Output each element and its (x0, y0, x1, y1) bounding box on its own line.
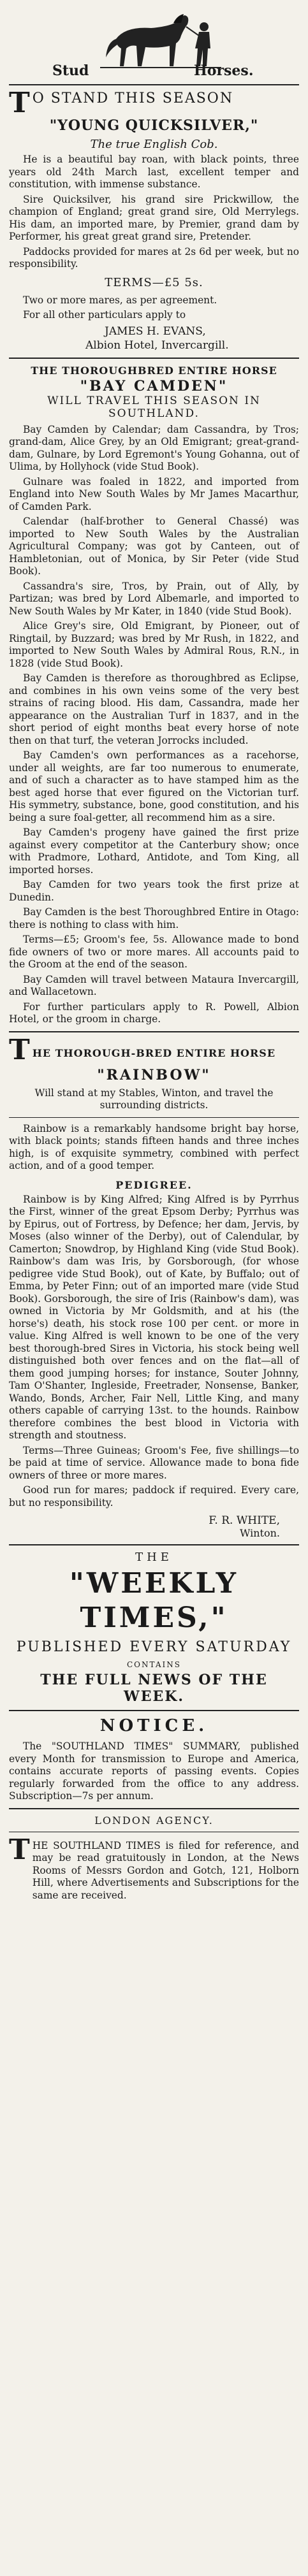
notice-advert (9, 1716, 299, 1803)
headline-dropcap: T (9, 87, 30, 119)
divider (9, 1031, 299, 1032)
divider (9, 1117, 299, 1118)
london-agency-body (9, 1833, 299, 1905)
full-news-line: THE FULL NEWS OF THE WEEK. (40, 1672, 268, 1705)
paragraph: Gulnare was foaled in 1822, and imported from England into New South Wales by Mr James Macarthur, of Camden Park. (9, 475, 299, 512)
quicksilver-headline (9, 87, 299, 119)
paragraph: Paddocks provided for mares at 2s 6d per week, but no responsibility. (9, 245, 299, 270)
contact-name: JAMES H. EVANS, (105, 324, 206, 338)
contains-label: CONTAINS (127, 1660, 181, 1669)
paragraph: Terms—£5; Groom's fee, 5s. Allowance made to bond fide owners of two or more mares. All accounts paid to the Groom at the end of the season. (9, 934, 299, 970)
paragraph: Bay Camden for two years took the first prize at Dunedin. (9, 879, 299, 903)
stand-line: Will stand at my Stables, Winton, and travel the surrounding districts. (34, 1087, 274, 1111)
paragraph: He is a beautiful bay roan, with black points, three years old 24th March last, excellent temper and constitution, with immense substance. (9, 154, 299, 190)
contact-address: Albion Hotel, Invercargill. (85, 338, 229, 352)
london-agency-advert (9, 1814, 299, 1905)
headline-text: O STAND THIS SEASON (32, 90, 234, 106)
paragraph: Bay Camden's progeny have gained the first prize against every competitor at the Canterbury show; once with Pradmore, Lothard, Antidote, and Tom King, all imported horses. (9, 827, 299, 876)
paragraph: Alice Grey's sire, Old Emigrant, by Pioneer, out of Ringtail, by Buzzard; was bred by Mr Rush, in 1822, and imported to New South Wales by Admiral Rous, R.N., in 1828 (vide Stud Book). (9, 620, 299, 669)
notice-heading: NOTICE. (99, 1716, 209, 1735)
london-agency-text: HE SOUTHLAND TIMES is filed for reference, and may be read gratuitously in London, at the News Rooms of Messrs Gordon and Gotch, 121, Holborn Hill, where Advertisements and Subscriptions for the same are received. (32, 1839, 299, 1901)
rainbow-advert (9, 1033, 299, 1540)
bay-camden-advert (9, 364, 299, 1026)
horse-name: "RAINBOW" (97, 1066, 211, 1083)
travel-place: SOUTHLAND. (108, 407, 200, 420)
paragraph: Cassandra's sire, Tros, by Prain, out of Ally, by Partizan; was bred by Lord Albemarle, and imported to New South Wales by Mr Kater, in 1840 (vide Stud Book). (9, 580, 299, 617)
paragraph: Terms—Three Guineas; Groom's Fee, five shillings—to be paid at time of service. Allowance made to bona fide owners of three or more mares. (9, 1444, 299, 1481)
terms: TERMS—£5 5s. (105, 275, 203, 289)
divider (9, 84, 299, 85)
weekly-times-title: "WEEKLY TIMES," (69, 1567, 239, 1634)
paragraph: Sire Quicksilver, his grand sire Prickwillow, the champion of England; great grand sire, Old Merrylegs. His dam, an imported mare, by Premier, grand dam by Performer, his great great grand sire, Pretender. (9, 193, 299, 242)
london-agency-heading: LONDON AGENCY. (94, 1814, 214, 1827)
horse-name: "BAY CAMDEN" (80, 377, 228, 394)
signature: F. R. WHITE, (209, 1514, 280, 1527)
paragraph: Bay Camden's own performances as a racehorse, under all weights, are far too numerous to enumerate, and of such a character as to have stamped him as the best aged horse that ever figured on the Victorian turf. His symmetry, substance, bone, good constitution, and his being a sure foal-getter, all recommend him as a sire. (9, 749, 299, 823)
tagline: The true English Cob. (90, 138, 218, 151)
paragraph: Bay Camden by Calendar; dam Cassandra, by Tros; grand-dam, Alice Grey, by an Old Emigrant; great-grand-dam, Gulnare, by Lord Egremont's Young Gohanna, out of Ulima, by Hollyhock (vide Stud Book). (9, 423, 299, 472)
header-dropcap: T (9, 1033, 30, 1066)
horses-word: Horses. (194, 62, 254, 79)
paragraph: Bay Camden is therefore as thoroughbred as Eclipse, and combines in his own veins some of the very best strains of racing blood. His dam, Cassandra, made her appearance on the Australian Turf in 1837, and in the short period of eight months beat every horse of note then on that turf, the veteran Jorrocks included. (9, 672, 299, 746)
divider (9, 1544, 299, 1545)
header-top: THE THOROUGHBRED ENTIRE HORSE (31, 364, 277, 377)
header-text: HE THOROUGH-BRED ENTIRE HORSE (32, 1046, 276, 1059)
divider (9, 358, 299, 359)
paragraph: For further particulars apply to R. Powell, Albion Hotel, or the groom in charge. (9, 1001, 299, 1025)
the-word: THE (135, 1551, 173, 1564)
body-dropcap: T (9, 1833, 30, 1866)
paragraph: Bay Camden is the best Thoroughbred Entire in Otago: there is nothing to class with him. (9, 906, 299, 930)
pedigree-heading: PEDIGREE. (115, 1178, 193, 1191)
travel-line: WILL TRAVEL THIS SEASON IN (47, 394, 261, 407)
rainbow-header (9, 1033, 299, 1066)
divider (9, 1808, 299, 1809)
horse-name: "YOUNG QUICKSILVER," (49, 117, 259, 134)
paragraph: Bay Camden will travel between Mataura Invercargill, and Wallacetown. (9, 973, 299, 997)
young-quicksilver-advert (9, 87, 299, 352)
paragraph: Rainbow is by King Alfred; King Alfred is by Pyrrhus the First, winner of the great Epsom Derby; Pyrrhus was by Epirus, out of Fortress, by Defence; her dam, Jervis, by Moses (also winner of the Derby), out of Calendular, by Camerton; Snowdrop, by Highland King (vide Stud Book). Rainbow's dam was Iris, by Gorsborough, (for whose pedigree vide Stud Book), out of Kate, by Buffalo; out of Emma, by Peter Finn; out of an imported mare (vide Stud Book). Gorsborough, the sire of Iris (Rainbow's dam), was owned in Victoria by Mr Goldsmith, and at his (the horse's) death, his stock rose 100 per cent. or more in value. King Alfred is well known to be one of the very best thorough-bred Sires in Victoria, his stock being well distinguished both over fences and on the flat—all of them good jumping horses; for instance, Souter Johnny, Tam O'Shanter, Ingleside, Freetrader, Nonsense, Banker, Wando, Bonds, Archer, Fair Nell, Little King, and many others capable of carrying 13st. to the hounds. Rainbow therefore combines the best blood in Victoria with strength and stoutness. (9, 1193, 299, 1441)
paragraph: Rainbow is a remarkably handsome bright bay horse, with black points; stands fifteen hands and three inches high, is of exquisite symmetry, combined with perfect action, and of a good temper. (9, 1122, 299, 1171)
contact-lead: For all other particulars apply to (23, 309, 186, 321)
paragraph: Good run for mares; paddock if required. Every care, but no responsibility. (9, 1484, 299, 1509)
paragraph: Calendar (half-brother to General Chassé) was imported to New South Wales by the Australian Agricultural Company; was got by Canteen, out of Hambletonian, out of Monica, by Sir Peter (vide Stud Book). (9, 516, 299, 577)
stud-word: Stud (52, 62, 89, 79)
published-line: PUBLISHED EVERY SATURDAY (16, 1639, 292, 1655)
terms-note: Two or more mares, as per agreement. (23, 294, 217, 306)
weekly-times-advert (9, 1551, 299, 1705)
notice-body: The "SOUTHLAND TIMES" SUMMARY, published every Month for transmission to Europe and America, contains accurate reports of passing events. Copies regularly forwarded from the office to any address. Subscription—7s per annum. (9, 1740, 299, 1802)
signature-place: Winton. (239, 1527, 280, 1539)
divider (9, 1710, 299, 1711)
stud-horses-header (9, 4, 299, 79)
